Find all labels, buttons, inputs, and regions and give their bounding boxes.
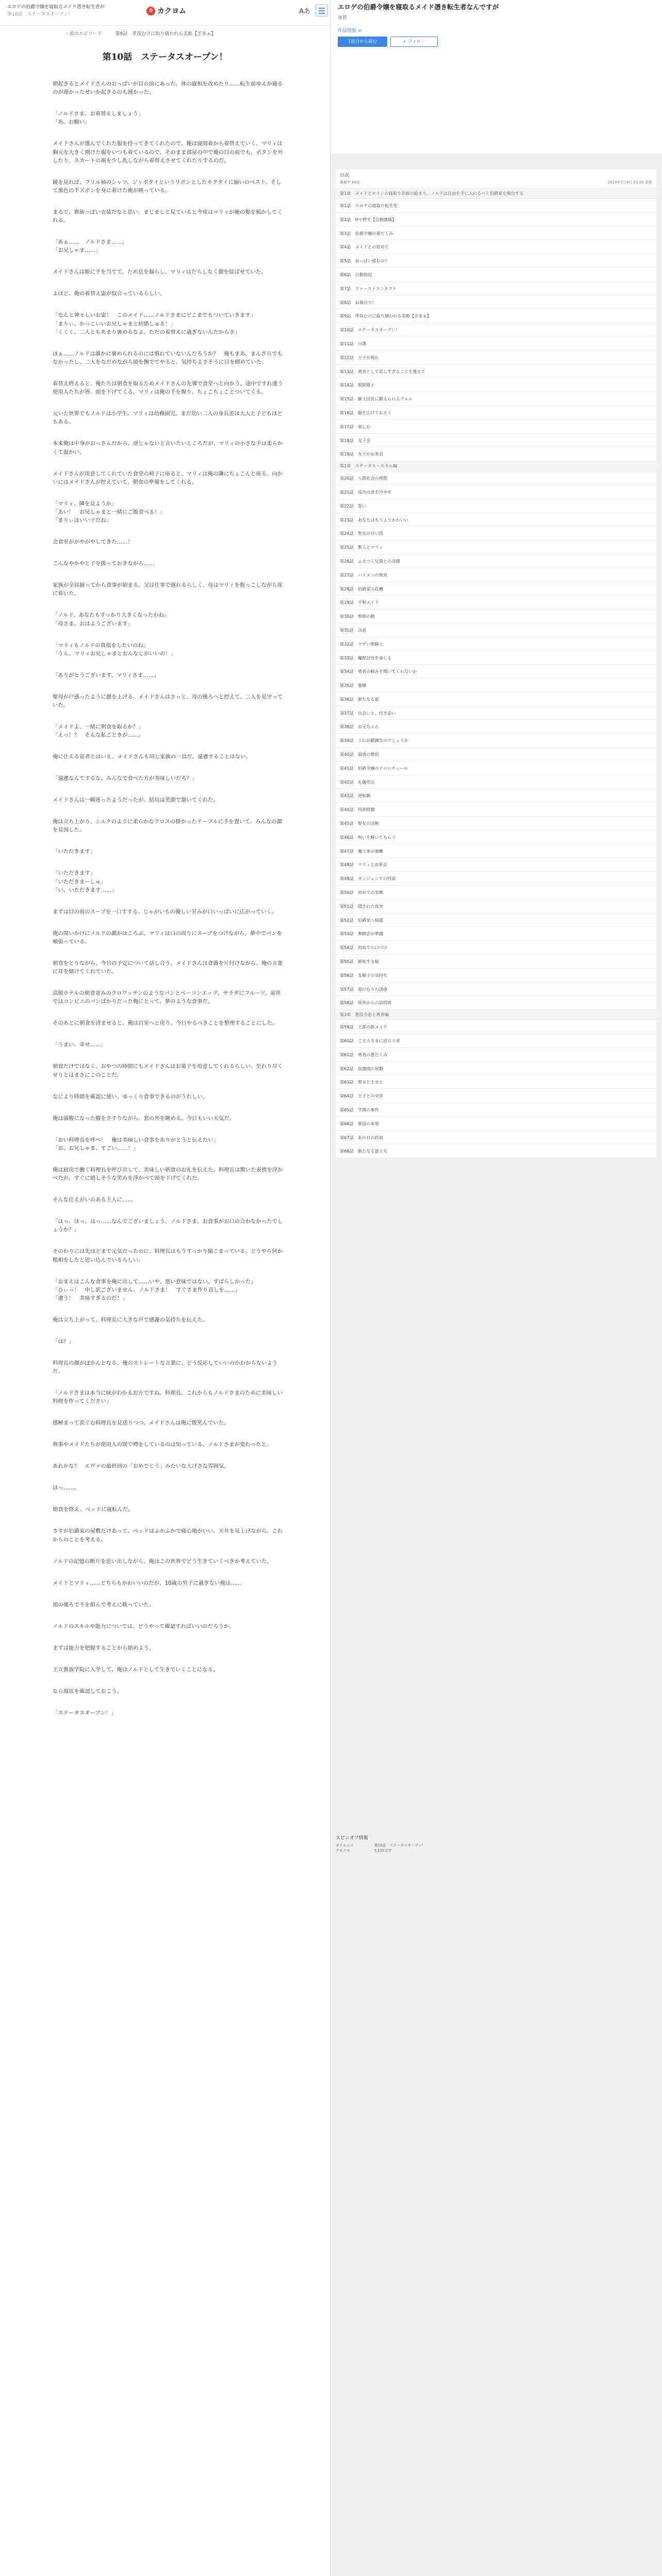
toc-episode-link[interactable]: 第54話 初めての口づけ: [336, 941, 656, 955]
paragraph: 王立貴族学院に入学して、俺はノルドとして生きていくことになる。: [53, 1666, 219, 1673]
toc-section-label: 第2章: [340, 463, 351, 469]
toc-episode-link[interactable]: 第13話 勇者として美しすぎることを褒えて: [336, 365, 656, 379]
toc-episode-link[interactable]: 第18話 女子会: [336, 434, 656, 448]
chevron-left-icon: ‹: [66, 31, 70, 37]
paragraph: 「遠慮なんてするな。みんなで食べた方が美味しいだろ？」: [53, 775, 197, 782]
paragraph: 高級ホテルの朝食並みのクロワッサンのようなパンとベーコンエッグ、サラダにフルーツ。前世ではコンビニのパンばかりだった俺にとって、夢のような食事だ。: [53, 990, 281, 1005]
paragraph: 俺は立ち上がり、シルクのように柔らかなクロスの掛かったテーブルに手を置いて、みんなの顔を見回した。: [53, 819, 283, 834]
toc-episode-link[interactable]: 第67話 あの日の約束: [336, 1131, 656, 1145]
toc-episode-link[interactable]: 第25話 獣人とマリィ: [336, 540, 656, 554]
toc-heading: 目次: [340, 173, 350, 178]
paragraph: ノルドの記憶の断片を思い出しながら、俺はこの世界でどう生きていくべきか考えていた。: [53, 1558, 272, 1565]
toc-episode-link[interactable]: 第63話 聖女と王女と: [336, 1075, 656, 1089]
toc-episode-link[interactable]: 第36話 新たなる旅: [336, 692, 656, 706]
paragraph: 「マリィもノルドの真似をしたいのね」 「うん、マリィお兄しゃまとおんなじがいいの！」: [53, 642, 176, 657]
paragraph: メイドさんが選んでくれた服を持ってきてくれたので、俺は寝間着から着替えていく。マリィは胸元を大きく開けた服をいつも着ているので、そのまま部屋の中で俺の目の前でも、ボタンを外したり、スカートの裾を少し乱しながら着替えさせてくれたりするのだ。: [53, 141, 283, 164]
toc-episode-link[interactable]: 第4話 メイドとの初めて: [336, 240, 656, 254]
toc-episode-link[interactable]: 第57話 湯けむりの誘惑: [336, 982, 656, 996]
toc-episode-link[interactable]: 第51話 隠された真実: [336, 900, 656, 913]
paragraph: 「ノルドさまは本当に味がわかるお方ですね。料理長、これからもノルドさまのために美味しい料理を作ってください」: [53, 1390, 283, 1405]
toc-episode-link[interactable]: 第39話 これが鍛錬なのでしょうか: [336, 734, 656, 748]
paragraph: メイドさんが用意してくれていた食堂の椅子に座ると、マリィは俺の隣にちょこんと座る。向かいにはメイドさんが控えていて、朝食の準備をしてくれる。: [53, 470, 283, 485]
paragraph: メイドさんは一瞬迷ったようだったが、結局は笑顔で頷いてくれた。: [53, 797, 219, 804]
toc-episode-link[interactable]: 第1話 エロゲの寝取り転生先: [336, 199, 656, 213]
paragraph: 感極まって涙ぐむ料理長を見送りつつ、メイドさんは俺に微笑んでいた。: [53, 1420, 229, 1427]
prev-episode-link[interactable]: [66, 30, 102, 37]
toc-episode-link[interactable]: 第45話 聖女の決断: [336, 817, 656, 831]
toc-episode-link[interactable]: 第56話 女騎士の気持ち: [336, 969, 656, 982]
toc-episode-link[interactable]: 第40話 最強の僧侶: [336, 748, 656, 761]
toc-episode-link[interactable]: 第48話 マリィとお茶会: [336, 858, 656, 872]
toc-episode-link[interactable]: 第46話 呪いを解いてもらう: [336, 831, 656, 844]
paragraph: ほぁ……ノルドは誰かに褒められるのには慣れていないんだろうか？ 俺もまあ、まんざらでもなかったし、二人をなだめながら頭を撫でてやると、気持ちよさそうに目を細めていた。: [53, 350, 283, 366]
paragraph: そのわりには先ほどまで元気だったのに、料理長はもうすっかり縮こまっている。どうやら何か粗相をしたと思い込んでいるらしい。: [53, 1248, 283, 1263]
work-info-link[interactable]: 作品情報 >: [338, 28, 362, 33]
prev-episode-label: 前のエピソード: [69, 31, 102, 37]
paragraph: 料理長の顔がぽかんとなる。俺のストレートな言葉に、どう反応していいのかわからないようだ。: [53, 1360, 278, 1375]
toc-episode-link[interactable]: 第6話 自動勃起: [336, 268, 656, 282]
paragraph: ノルドのスキルや能力については、どうやって確認すればいいのだろうか。: [53, 1623, 235, 1630]
chapter-title: 第10話 ステータスオープン！: [102, 52, 228, 62]
toc-episode-link[interactable]: 第23話 あなたはもうよりかわいい: [336, 513, 656, 527]
paragraph: 「うまい。幸せ……」: [53, 1042, 106, 1048]
toc-episode-link[interactable]: 第19話 女子がお茶会: [336, 447, 656, 461]
paragraph: ほっ……。: [53, 1485, 79, 1492]
spinoff-cell: [336, 1843, 364, 1853]
toc-section-label: 第1章: [340, 191, 351, 196]
sidebar: [330, 0, 662, 2576]
toc-episode-count: 連載中 68話: [340, 180, 360, 184]
toc-episode-link[interactable]: 第41話 伯爵令嬢のアバンチュール: [336, 761, 656, 775]
work-actions: [338, 37, 655, 47]
toc-episode-link[interactable]: 第52話 伯爵家へ帰還: [336, 913, 656, 927]
read-from-first-button[interactable]: 1話目から読む: [338, 37, 387, 47]
paragraph: さすが伯爵家の屋敷だけあって、ベッドはふかふかで寝心地がいい。天井を見上げながら、これからのことを考える。: [53, 1528, 283, 1543]
paragraph: よほど、俺の着替え姿が似合っているらしい。: [53, 291, 166, 297]
toc-episode-link[interactable]: 第20話 人間社会の理想: [336, 471, 656, 485]
toc-episode-link[interactable]: 第66話 悪役の本領: [336, 1117, 656, 1131]
logo-mark-icon: カ: [146, 7, 155, 15]
paragraph: 朝食だけではなく、おやつの時間にもメイドさんはお菓子を用意してくれるらしい。至れり尽くせりとはまさにこのことだ。: [53, 1063, 283, 1078]
paragraph: 本来俺は中身がおっさんだから、逆じゃないと言いたいところだが、マリィの小さな手は柔らかくて温かい。: [53, 440, 283, 455]
current-episode-label: 第9話 孝哉むけに取り繕われる美姫【ざまぁ】: [115, 31, 216, 37]
paragraph: そのあとに朝食を済ませると、俺は自室へと戻り、今日やるべきことを整理することにした。: [53, 1020, 278, 1027]
toc-episode-link[interactable]: 第64話 王子との交渉: [336, 1089, 656, 1103]
paragraph: 俺の問いかけにノルドの顔がほころぶ。マリィは口の周りにスープをつけながら、夢中でパンを頬張っている。: [53, 930, 283, 945]
logo-text: カクヨム: [157, 7, 186, 15]
work-info-panel: [330, 0, 662, 154]
toc-section-label: 第3章: [340, 1012, 351, 1018]
paragraph: 頭の後ろで手を組んで考えに耽っていた。: [53, 1601, 155, 1608]
toc-meta: [340, 180, 652, 185]
spinoff-key: 第10話 ステータスオープン！: [374, 1843, 425, 1848]
paragraph: 家族が全員揃ってから食事が始まる。父は仕事で遅れるらしく、母はマリィを抱っこしながら席に着いた。: [53, 582, 283, 597]
paragraph: 「あぁ…… ノルドさま……」 「お兄しゃま……」: [53, 239, 127, 254]
toc-episode-link[interactable]: 第43話 逆転劇: [336, 789, 656, 803]
toc-section-text: ステータス・スキル編: [355, 463, 398, 469]
toc-episode-link[interactable]: 第9話 孝哉むけに取り繕われる美姫【ざまぁ】: [336, 309, 656, 323]
toc-episode-link[interactable]: 第60話 ご主人さまに逆らう者: [336, 1034, 656, 1048]
toc-episode-link[interactable]: 第68話 新たなる旅立ち: [336, 1144, 656, 1158]
toc-episode-link[interactable]: 第32話 ウザい聖騎士: [336, 637, 656, 651]
paragraph: 「ありがとうございます、マリィさま……」: [53, 672, 159, 679]
paragraph: 「いただきます」: [53, 849, 96, 855]
toc-episode-link[interactable]: 第49話 ダンジョンでの特訓: [336, 872, 656, 886]
paragraph: 会食室ががやがやしてきた……！: [53, 539, 133, 546]
spinoff-value: クモクモ: [336, 1849, 350, 1853]
paragraph: まずは能力を把握することから始めよう。: [53, 1645, 155, 1651]
paragraph: 俺は満腹になった腹をさすりながら、窓の外を眺める。今日もいい天気だ。: [53, 1115, 235, 1122]
toc-episode-link[interactable]: 第12話 王子が現れ: [336, 351, 656, 365]
toc-section[interactable]: [336, 189, 656, 199]
spinoff-info: [336, 1834, 656, 1853]
work-title[interactable]: エロゲの伯爵令嬢を寝取るメイド憑き転生者なんですが: [338, 3, 499, 11]
table-of-contents: [336, 170, 656, 1158]
toc-episode-link[interactable]: 第2話 Hで押す【自動隷属】: [336, 213, 656, 227]
toc-episode-link[interactable]: 第8話 お風呂で！: [336, 296, 656, 310]
toc-episode-link[interactable]: 第58話 異界からの訪問者: [336, 996, 656, 1010]
toc-episode-link[interactable]: 第26話 ムカつく兄貴との決闘: [336, 554, 656, 568]
paragraph: 「ノルドさま、お着替えしましょう」 「あ、お願い」: [53, 111, 144, 126]
toc-episode-link[interactable]: 第31話 決意: [336, 623, 656, 637]
site-logo[interactable]: [146, 6, 186, 16]
toc-episode-link[interactable]: 第34話 勇者の頼みを聞いてくれないか: [336, 665, 656, 679]
follow-button[interactable]: + フォロー: [390, 37, 438, 47]
paragraph: まるで、貴族っぽい衣装だなと思い、まじまじと見ていると今度はマリィが俺の髪を梳かしてくれる。: [53, 209, 283, 224]
toc-episode-link[interactable]: 第33話 魔獣討伐を命じる: [336, 651, 656, 665]
spinoff-value: 5,110文字: [374, 1849, 392, 1853]
toc-episode-link[interactable]: 第27話 ハイメンの無双: [336, 568, 656, 582]
toc-episode-link[interactable]: 第35話 蜜蜂: [336, 679, 656, 692]
toc-episode-link[interactable]: 第10話 ステータスオープン！: [336, 323, 656, 337]
toc-episode-link[interactable]: 第44話 特訓終盤: [336, 803, 656, 817]
paragraph: 朝起きるとメイドさんのおっぱいが目の前にあった。体の寝相を改めたり……転生前ゆえか寝るのが遅かったせいか起きるのも遅かった。: [53, 81, 283, 96]
paragraph: こんなやかやと子を扱っておきながら……: [53, 561, 155, 567]
paragraph: 鏡を見れば、フリル袖のシャツ、ジャボタイというリボンとしたネクタイに揃いのベスト、そして黒色の半ズボンを身に着けた俺が映っている。: [53, 179, 282, 194]
toc-episode-link[interactable]: 第42話 礼儀作法: [336, 775, 656, 789]
toc-section[interactable]: [336, 1010, 656, 1020]
spinoff-row: [336, 1843, 656, 1853]
toc-episode-link[interactable]: 第24話 聖女の甘い罠: [336, 527, 656, 540]
reader-main: [0, 26, 330, 2576]
toc-episode-link[interactable]: 第17話 楽しむ: [336, 420, 656, 434]
episode-nav: [0, 26, 330, 40]
paragraph: 朝食をとりながら、今日の予定について話し合う。メイドさんは食器を片付けながら、俺の言葉に耳を傾けてくれていた。: [53, 960, 283, 975]
paragraph: 朝食を終え、ベッドに寝転んだ。: [53, 1506, 134, 1513]
paragraph: なら現状を確認しておこう。: [53, 1688, 123, 1694]
paragraph: 「はっ、ほっ、はっ……なんでございましょう、ノルドさま。お食事がお口の合わなかったでしょうか？」: [53, 1218, 283, 1233]
toc-episode-link[interactable]: 第38話 お兄ちゃん: [336, 720, 656, 734]
paragraph: 聖母が戸惑ったように顔を上げる。メイドさんはさっと、母の後ろへと控えて、二人を見守っていた。: [53, 693, 283, 709]
paragraph: 執事やメイドたちが使用人の間で噂をしているのは知っている。ノルドさまが変わったと。: [53, 1442, 272, 1448]
toc-episode-link[interactable]: 第65話 学園の事件: [336, 1103, 656, 1117]
toc-episode-link[interactable]: 第50話 初めての実戦: [336, 886, 656, 900]
header-episode-title: 第10話 ステータスオープン！: [7, 12, 73, 17]
episode-body: [0, 80, 330, 1717]
author-name[interactable]: 加賀: [338, 15, 347, 21]
toc-episode-link[interactable]: 第5話 おっぱい揉むの？: [336, 254, 656, 268]
paragraph: なにより時間を確認に使い、ゆっくり食事できるのがうれしい。: [53, 1093, 208, 1100]
paragraph: 「メイドよ、一緒に朝食を取るか？」 「えっ！？ そんな私ごときが……」: [53, 724, 144, 739]
toc-episode-link[interactable]: 第16話 脚を広げておそう: [336, 406, 656, 420]
paragraph: 「おまえはこんな食事を俺に出して……いや、悪い意味ではない。すばらしかった」 「ひぃっ！ 申し訳ございません、ノルドさま！ すぐさま作り直しを……」 「違う！ 美味すぎるのだ！」: [53, 1278, 256, 1301]
paragraph: 「ステータスオープン！」: [53, 1709, 117, 1716]
toc-episode-link[interactable]: 第37話 出会いと、付き添い: [336, 706, 656, 720]
toc-episode-link[interactable]: 第59話 王都の新メイド: [336, 1020, 656, 1034]
paragraph: 俺に仕える従者とはいえ、メイドさんも同じ家族の一員だ。遠慮することはない。: [53, 754, 251, 760]
toc-updated: 2023年7月4日 21:00 更新: [607, 180, 652, 184]
menu-icon[interactable]: [316, 4, 328, 16]
header-work-title[interactable]: エロゲの伯爵令嬢を寝取るメイド憑き転生者が: [7, 5, 105, 10]
toc-episode-link[interactable]: 第15話 騎士団長に鍛えられるアルル: [336, 392, 656, 406]
toc-episode-link[interactable]: 第3話 伯爵令嬢の悪だくみ: [336, 227, 656, 241]
paragraph: あれかな？ エヴァの最終回の「おめでとう」みたいな大げさな雰囲気。: [53, 1463, 229, 1470]
paragraph: メイドとマリィ……どちらもかわいいのだが、10歳の男子に過ぎない俺は……: [53, 1580, 241, 1586]
toc-episode-link[interactable]: 第22話 誓い: [336, 499, 656, 513]
toc-episode-link[interactable]: 第21話 成功は食を冷やす: [336, 485, 656, 499]
paragraph: 着替え終えると、俺たちは朝食を取るためメイドさんの先導で食堂へと向かう。途中ですれ違う使用人たちが皆、頭を下げてくる。マリィは俺の手を握り、ちょこちょことついてくる。: [53, 381, 283, 396]
paragraph: 「ノルド、あなたもすっかり大きくなったわね」 「母さま、おはようございます」: [53, 612, 170, 627]
spinoff-cell: [374, 1843, 436, 1853]
paragraph: 俺は立ち上がって、料理長に大きな声で感謝の気持ちを伝えた。: [53, 1316, 208, 1323]
toc-episode-link[interactable]: 第62話 奴隷商の屋敷: [336, 1062, 656, 1076]
spinoff-key: ダイルムス: [336, 1843, 354, 1848]
toc-section-text: 悪役令息と勇者編: [355, 1012, 389, 1018]
paragraph: 「なんと神々しいお姿！ このメイド……ノルドさまにどこまでもついていきます」 「まりぃ、かっこいいお兄しゃまと結婚しゅる！」 「くくく、二人ともあまり褒めるなよ。ただの着替えに過ぎないんだからさ」: [53, 312, 256, 335]
toc-section[interactable]: [336, 461, 656, 471]
toc-episode-link[interactable]: 第55話 嫉妬する妹: [336, 955, 656, 969]
toc-episode-link[interactable]: 第61話 勇者の悪だくみ: [336, 1048, 656, 1062]
paragraph: メイドさんは眼に手を当てて、ため息を漏らし、マリィはだらしなく顔を綻ばせていた。: [53, 269, 267, 276]
toc-header: [336, 170, 656, 189]
toc-episode-link[interactable]: 第11話 日課: [336, 337, 656, 351]
paragraph: 元いた世界でもノルドは小学生。マリィは幼稚園児。まだ幼い二人の身長差は大人と子どもほどもある。: [53, 411, 283, 426]
paragraph: まずは目の前のスープを一口すする。じゃがいもの優しい甘みが口いっぱいに広がっていく。: [53, 908, 277, 915]
paragraph: 「いただきます」 「いただきまーしゅ」 「い、いただきます……」: [53, 870, 117, 893]
toc-episode-link[interactable]: 第29話 平和メイド: [336, 596, 656, 609]
paragraph: 「は？」: [53, 1338, 74, 1345]
paragraph: 「マリィ、隣を見ようか」 「あい！ お兄しゃまと一緒にご飯食べる！」 「まりぃはいい子だね」: [53, 500, 166, 524]
paragraph: 俺は厨房で働く料理長を呼び出して、美味しい朝食のお礼を伝えた。料理長は驚いた表情を浮かべたが、すぐに嬉しそうな笑みを浮かべて頭を下げてくれた。: [53, 1166, 283, 1182]
paragraph: そんな仕えがいのある主人に……: [53, 1197, 133, 1204]
toc-episode-link[interactable]: 第7話 ファーストコンタクト: [336, 282, 656, 296]
toc-episode-link[interactable]: 第30話 聖剣の鞘: [336, 609, 656, 623]
toc-episode-link[interactable]: 第47話 魔王軍の強襲: [336, 844, 656, 858]
toc-list: [336, 189, 656, 1158]
toc-section-text: メイドとロインの寝取り計画の始まり。ノルドは自由を手に入れるべく伯爵家を脱出する: [355, 191, 524, 196]
paragraph: 「おい料理長を呼べ！ 俺は美味しい食事をありがとうと伝えたい」 「お、お兄しゃま、すごい……！」: [53, 1137, 219, 1151]
toc-episode-link[interactable]: 第53話 舞踏会の準備: [336, 927, 656, 941]
font-size-button[interactable]: Aあ: [299, 8, 310, 15]
toc-episode-link[interactable]: 第28話 伯爵家の危機: [336, 582, 656, 596]
toc-episode-link[interactable]: 第14話 脱獄隊士: [336, 378, 656, 392]
spinoff-title: スピンオフ情報: [336, 1836, 368, 1841]
